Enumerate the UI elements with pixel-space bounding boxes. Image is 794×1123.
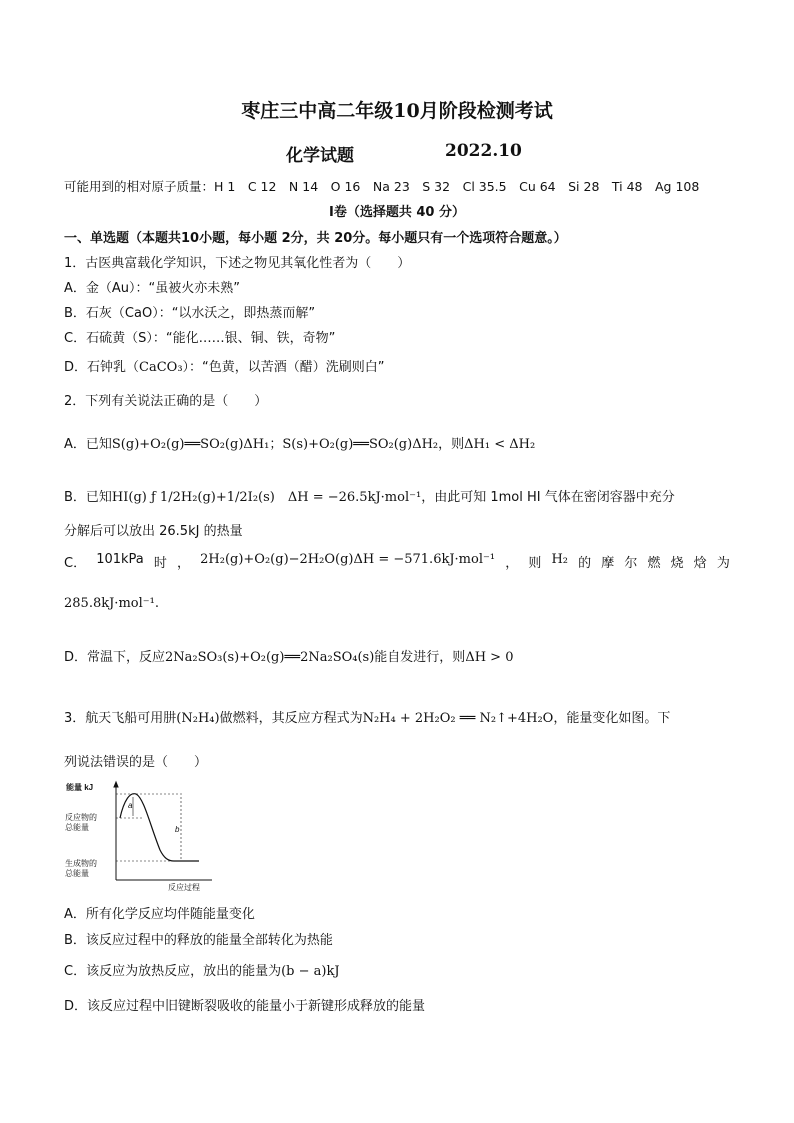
q2-c-word: 尔 <box>624 556 638 571</box>
q1-d-formula: CaCO₃ <box>139 360 183 375</box>
q2-option-b <box>64 486 675 505</box>
q3-option-d: D．该反应过程中旧键断裂吸收的能量小于新键形成释放的能量 <box>64 999 426 1014</box>
q2-a-equation-2: S(s)+O₂(g)══SO₂(g)ΔH₂ <box>282 437 439 452</box>
product-label-2: 总能量 <box>65 869 89 878</box>
q1-d-prefix: D．石钟乳（ <box>64 360 140 375</box>
product-label-1: 生成物的 <box>65 859 97 868</box>
q3-stem-text: 做燃料，其反应方程式为 <box>219 711 363 726</box>
q2-stem: 2．下列有关说法正确的是（ ） <box>64 394 268 409</box>
q2-c-equation: 2H₂(g)+O₂(g)−2H₂O(g)ΔH = −571.6kJ·mol⁻¹ <box>200 552 496 567</box>
q1-option-a: A．金（Au）：“虽被火亦未熟” <box>64 281 240 296</box>
q3-option-b: B．该反应过程中的释放的能量全部转化为热能 <box>64 933 333 948</box>
q2-d-equation: 2Na₂SO₃(s)+O₂(g)══2Na₂SO₄(s) <box>165 650 375 665</box>
label-a: a <box>128 801 133 810</box>
q2-option-d <box>64 646 513 665</box>
y-axis-arrow-icon <box>114 782 118 787</box>
exam-date: 2022.10 <box>445 141 522 161</box>
q2-d-prefix: D．常温下，反应 <box>64 650 166 665</box>
q2-c-comma: ， <box>177 556 191 571</box>
exam-subject: 化学试题 <box>286 146 354 166</box>
q3-stem-formula: (N₂H₄) <box>176 711 220 726</box>
q2-c-comma: ， <box>505 556 519 571</box>
reaction-progress-label: 反应过程 <box>168 883 200 892</box>
q2-c-word: 则 <box>528 556 542 571</box>
section-heading: 一、单选题（本题共10小题，每小题 2分，共 20分。每小题只有一个选项符合题意。） <box>64 231 567 246</box>
q2-option-a <box>64 433 535 452</box>
reactant-label-1: 反应物的 <box>65 813 97 822</box>
atomic-masses: 可能用到的相对原子质量：H 1 C 12 N 14 O 16 Na 23 S 32 Cl 35.5 Cu 64 Si 28 Ti 48 Ag 108 <box>64 179 700 194</box>
energy-axis-label: 能量 kJ <box>66 783 94 792</box>
q2-c-word: 为 <box>716 556 730 571</box>
q3-option-a: A．所有化学反应均伴随能量变化 <box>64 907 255 922</box>
label-b: b <box>175 825 180 834</box>
q3-option-c <box>64 960 340 979</box>
q3-stem-line2: 列说法错误的是（ ） <box>64 755 208 770</box>
q2-c-word: 时 <box>153 556 167 571</box>
q2-a-separator: ； <box>269 437 283 452</box>
q1-d-text: ）：“色黄，以苦酒（醋）洗刷则白” <box>182 360 385 375</box>
q2-c-word: 燃 <box>647 556 661 571</box>
q2-b-text: ，由此可知 1mol HI 气体在密闭容器中充分 <box>421 490 675 505</box>
q2-c-pressure: 101kPa <box>96 552 144 567</box>
q2-d-relation: ΔH > 0 <box>465 650 514 665</box>
q3-stem-prefix: 3．航天飞船可用肼 <box>64 711 177 726</box>
q2-c-label: C． <box>64 556 87 571</box>
energy-diagram <box>64 780 214 895</box>
q2-a-equation-1: S(g)+O₂(g)══SO₂(g)ΔH₁ <box>111 437 270 452</box>
q2-b-prefix: B．已知 <box>64 490 112 505</box>
q2-a-prefix: A．已知 <box>64 437 112 452</box>
q2-b-equation: HI(g) ƒ 1/2H₂(g)+1/2I₂(s) ΔH = −26.5kJ·mol⁻¹ <box>111 490 422 505</box>
q2-a-relation: ΔH₁ < ΔH₂ <box>464 437 536 452</box>
q2-option-c <box>64 552 730 571</box>
q2-c-word: 焓 <box>693 556 707 571</box>
q2-c-word: 烧 <box>670 556 684 571</box>
q2-c-formula: H₂ <box>551 552 568 567</box>
exam-title: 枣庄三中高二年级10月阶段检测考试 <box>241 100 553 122</box>
q3-c-formula: (b − a)kJ <box>281 964 340 979</box>
q3-stem <box>64 707 670 726</box>
q3-stem-equation: N₂H₄ + 2H₂O₂ ══ N₂↑+4H₂O <box>362 711 554 726</box>
q1-option-c: C．石硫黄（S）：“能化……银、铜、铁，奇物” <box>64 331 336 346</box>
q3-stem-suffix: ，能量变化如图。下 <box>553 711 671 726</box>
q2-d-text: 能自发进行，则 <box>374 650 466 665</box>
q1-option-b: B．石灰（CaO）：“以水沃之，即热蒸而解” <box>64 306 316 321</box>
q2-c-word: 摩 <box>601 556 615 571</box>
q3-c-text: C．该反应为放热反应，放出的能量为 <box>64 964 282 979</box>
q1-stem: 1．古医典富载化学知识，下述之物见其氧化性者为（ ） <box>64 256 411 271</box>
q2-a-text: ，则 <box>438 437 465 452</box>
paper-part-heading: Ⅰ卷（选择题共 40 分） <box>329 205 465 220</box>
q2-option-c-line2: 285.8kJ·mol⁻¹. <box>64 596 159 611</box>
reactant-label-2: 总能量 <box>65 823 89 832</box>
q2-option-b-line2: 分解后可以放出 26.5kJ 的热量 <box>64 524 243 539</box>
q2-c-word: 的 <box>578 556 592 571</box>
q1-option-d <box>64 356 385 375</box>
